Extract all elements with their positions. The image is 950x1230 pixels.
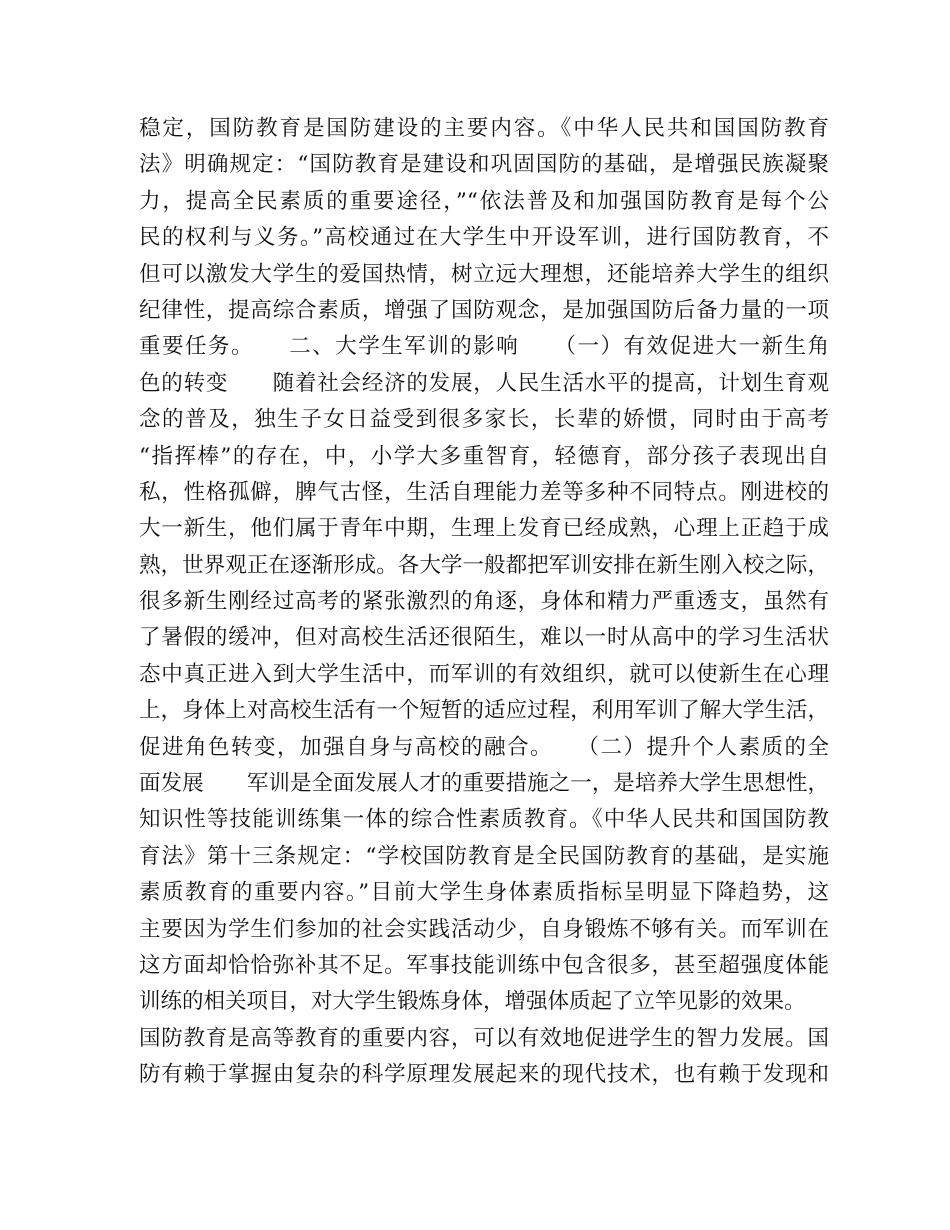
text-line: 这方面却恰恰弥补其不足。军事技能训练中包含很多，甚至超强度体能 [139,952,829,978]
text-line: 知识性等技能训练集一体的综合性素质教育。《中华人民共和国国防教 [139,807,829,833]
body-text [139,111,829,1094]
text-line: 重要任务。 二、大学生军训的影响 （一）有效促进大一新生角 [139,334,829,360]
text-line: 很多新生刚经过高考的紧张激烈的角逐，身体和精力严重透支，虽然有 [139,589,829,615]
text-line: 素质教育的重要内容。”目前大学生身体素质指标呈明显下降趋势，这 [139,880,829,906]
text-line: 育法》第十三条规定：“学校国防教育是全民国防教育的基础，是实施 [139,843,829,869]
text-line: 色的转变 随着社会经济的发展，人民生活水平的提高，计划生育观 [139,370,829,396]
text-line: 但可以激发大学生的爱国热情，树立远大理想，还能培养大学生的组织 [139,261,829,287]
text-line: 纪律性，提高综合素质，增强了国防观念，是加强国防后备力量的一项 [139,297,829,323]
text-line: 了暑假的缓冲，但对高校生活还很陌生，难以一时从高中的学习生活状 [139,625,829,651]
text-line: 私，性格孤僻，脾气古怪，生活自理能力差等多种不同特点。刚进校的 [139,479,829,505]
text-line: 力，提高全民素质的重要途径，”“依法普及和加强国防教育是每个公 [139,188,829,214]
text-line: “指挥棒”的存在，中，小学大多重智育，轻德育，部分孩子表现出自 [139,443,829,469]
text-line: 熟，世界观正在逐渐形成。各大学一般都把军训安排在新生刚入校之际， [139,552,829,578]
text-line: 训练的相关项目，对大学生锻炼身体，增强体质起了立竿见影的效果。 [139,989,806,1015]
text-line: 促进角色转变，加强自身与高校的融合。 （二）提升个人素质的全 [139,734,829,760]
text-line: 主要因为学生们参加的社会实践活动少，自身锻炼不够有关。而军训在 [139,916,829,942]
text-line: 防有赖于掌握由复杂的科学原理发展起来的现代技术，也有赖于发现和 [139,1062,829,1088]
text-line: 稳定，国防教育是国防建设的主要内容。《中华人民共和国国防教育 [139,116,829,141]
text-line: 国防教育是高等教育的重要内容，可以有效地促进学生的智力发展。国 [139,1025,829,1051]
text-line: 面发展 军训是全面发展人才的重要措施之一，是培养大学生思想性， [139,771,829,797]
text-line: 上，身体上对高校生活有一个短暂的适应过程，利用军训了解大学生活， [139,698,829,724]
text-line: 法》明确规定：“国防教育是建设和巩固国防的基础，是增强民族凝聚 [139,152,829,178]
text-line: 民的权利与义务。”高校通过在大学生中开设军训，进行国防教育，不 [139,225,829,251]
text-line: 大一新生，他们属于青年中期，生理上发育已经成熟，心理上正趋于成 [139,516,829,542]
text-line: 念的普及，独生子女日益受到很多家长，长辈的娇惯，同时由于高考 [139,407,829,433]
text-line: 态中真正进入到大学生活中，而军训的有效组织，就可以使新生在心理 [139,661,829,687]
